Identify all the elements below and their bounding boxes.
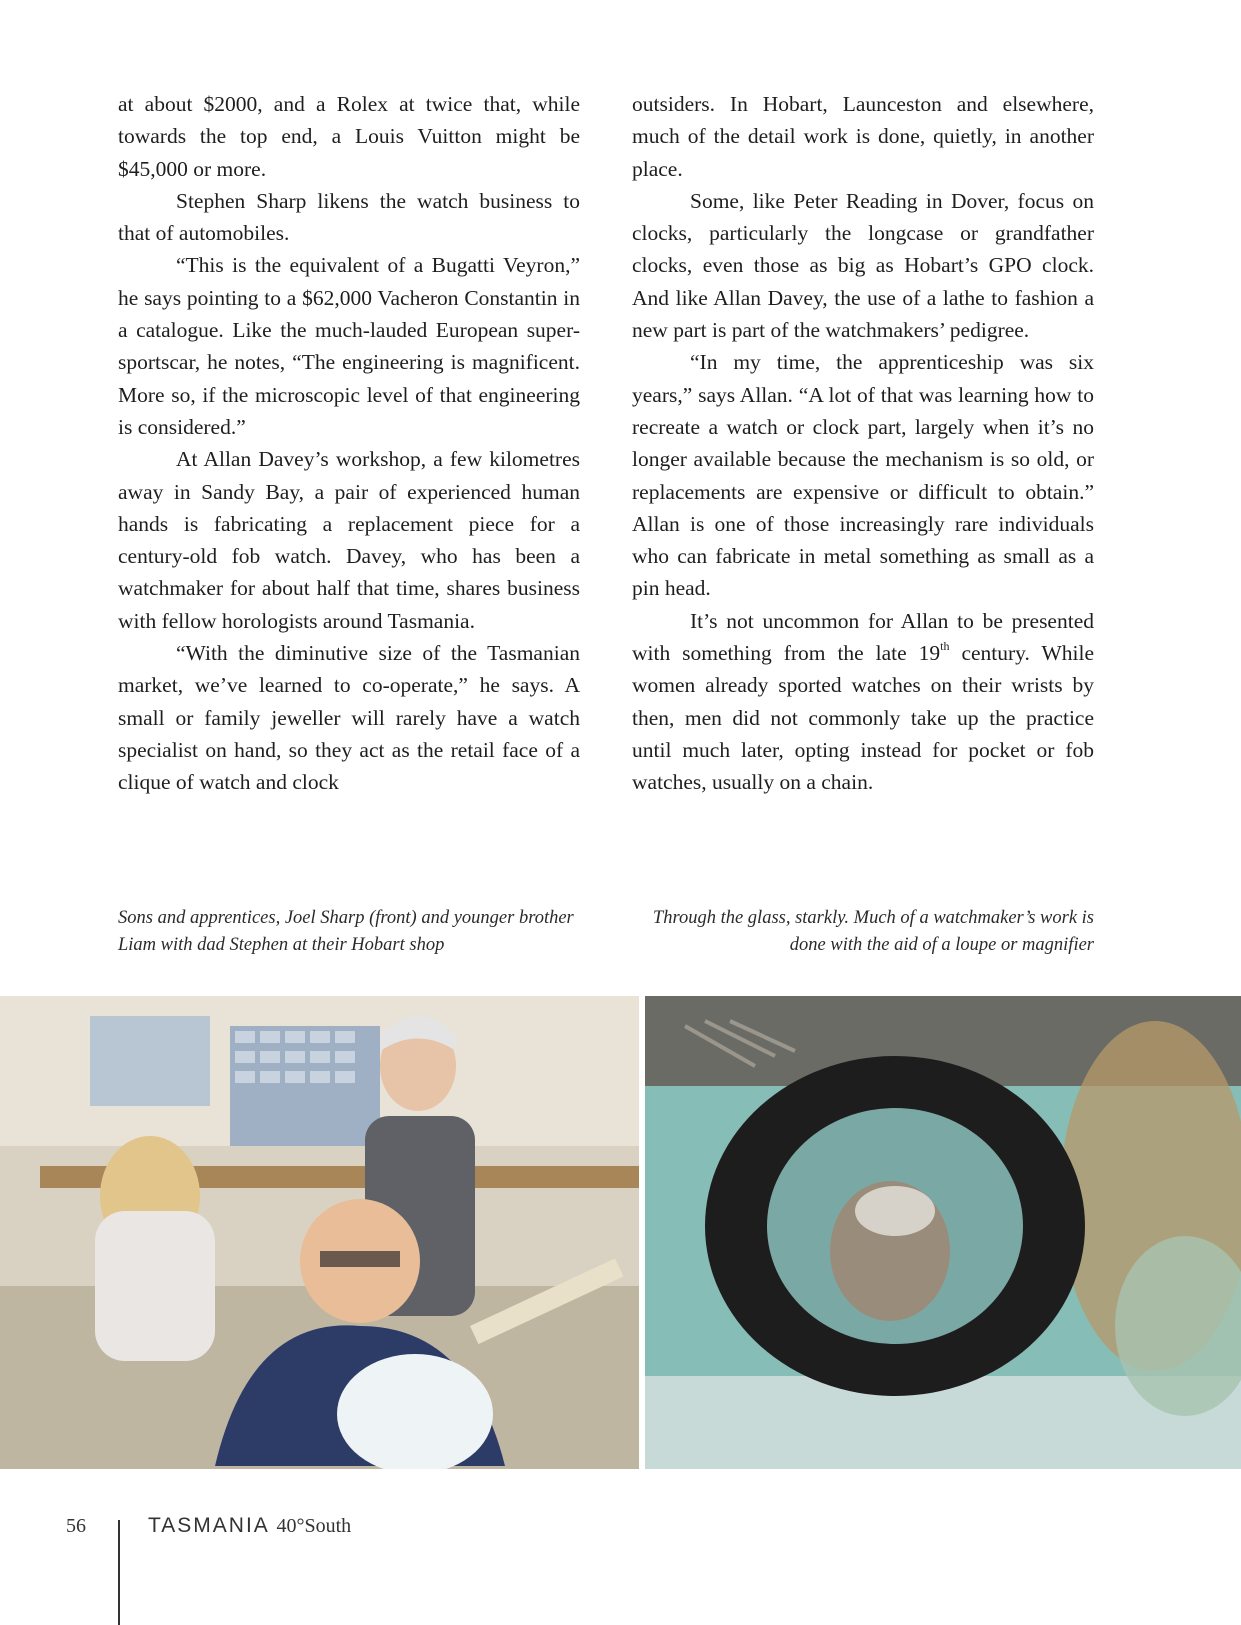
ordinal-suffix: th xyxy=(940,638,950,653)
article-column-left xyxy=(118,88,580,799)
workshop-photo xyxy=(0,996,639,1469)
paragraph: At Allan Davey’s workshop, a few kilometres away in Sandy Bay, a pair of experienced human hands is fabricating a replacement piece for a century-old fob watch. Davey, who has been a watchmaker for about half that time, shares business with fellow horologists around Tasmania. xyxy=(118,447,580,633)
paragraph-last xyxy=(632,605,1094,799)
article-column-right xyxy=(632,88,1094,799)
loupe-photo xyxy=(645,996,1241,1469)
paragraph: outsiders. In Hobart, Launceston and elsewhere, much of the detail work is done, quietly, in another place. xyxy=(632,92,1094,181)
magazine-name: TASMANIA xyxy=(148,1514,269,1537)
paragraph: at about $2000, and a Rolex at twice that, while towards the top end, a Louis Vuitton might be $45,000 or more. xyxy=(118,92,580,181)
paragraph: “With the diminutive size of the Tasmanian market, we’ve learned to co-operate,” he says. A small or family jeweller will rarely have a watch specialist on hand, so they act as the retail face of a clique of watch and clock xyxy=(118,641,580,795)
paragraph: Some, like Peter Reading in Dover, focus on clocks, particularly the longcase or grandfather clocks, even those as big as Hobart’s GPO clock. And like Allan Davey, the use of a lathe to fashion a new part is part of the watchmakers’ pedigree. xyxy=(632,188,1094,343)
paragraph-text-before: It’s not uncommon for Allan to be presented with something from the late 19 xyxy=(632,608,1094,666)
magazine-subtitle: 40°South xyxy=(276,1515,352,1537)
footer-divider xyxy=(118,1520,120,1625)
paragraph: “This is the equivalent of a Bugatti Veyron,” he says pointing to a $62,000 Vacheron Constantin in a catalogue. Like the much-lauded European super-sportscar, he notes, “The engineering is magnificent. More so, if the microscopic level of that engineering is considered.” xyxy=(118,253,580,439)
loupe-photo-illustration xyxy=(645,996,1241,1469)
photo-caption-right: Through the glass, starkly. Much of a watchmaker’s work is done with the aid of a loupe or magnifier xyxy=(652,908,1094,955)
paragraph: Stephen Sharp likens the watch business to that of automobiles. xyxy=(118,188,580,246)
page-number: 56 xyxy=(66,1515,86,1537)
paragraph-text-after: century. While women already sported watches on their wrists by then, men did not commonly take up the practice until much later, opting instead for pocket or fob watches, usually on a chain. xyxy=(632,641,1094,795)
workshop-photo-illustration xyxy=(0,996,639,1469)
magazine-title xyxy=(148,1514,351,1538)
photo-caption-left: Sons and apprentices, Joel Sharp (front) and younger brother Liam with dad Stephen at their Hobart shop xyxy=(118,908,574,955)
paragraph: “In my time, the apprenticeship was six years,” says Allan. “A lot of that was learning how to recreate a watch or clock part, largely when it’s no longer available because the mechanism is so old, or replacements are expensive or difficult to obtain.” Allan is one of those increasingly rare individuals who can fabricate in metal something as small as a pin head. xyxy=(632,350,1094,601)
